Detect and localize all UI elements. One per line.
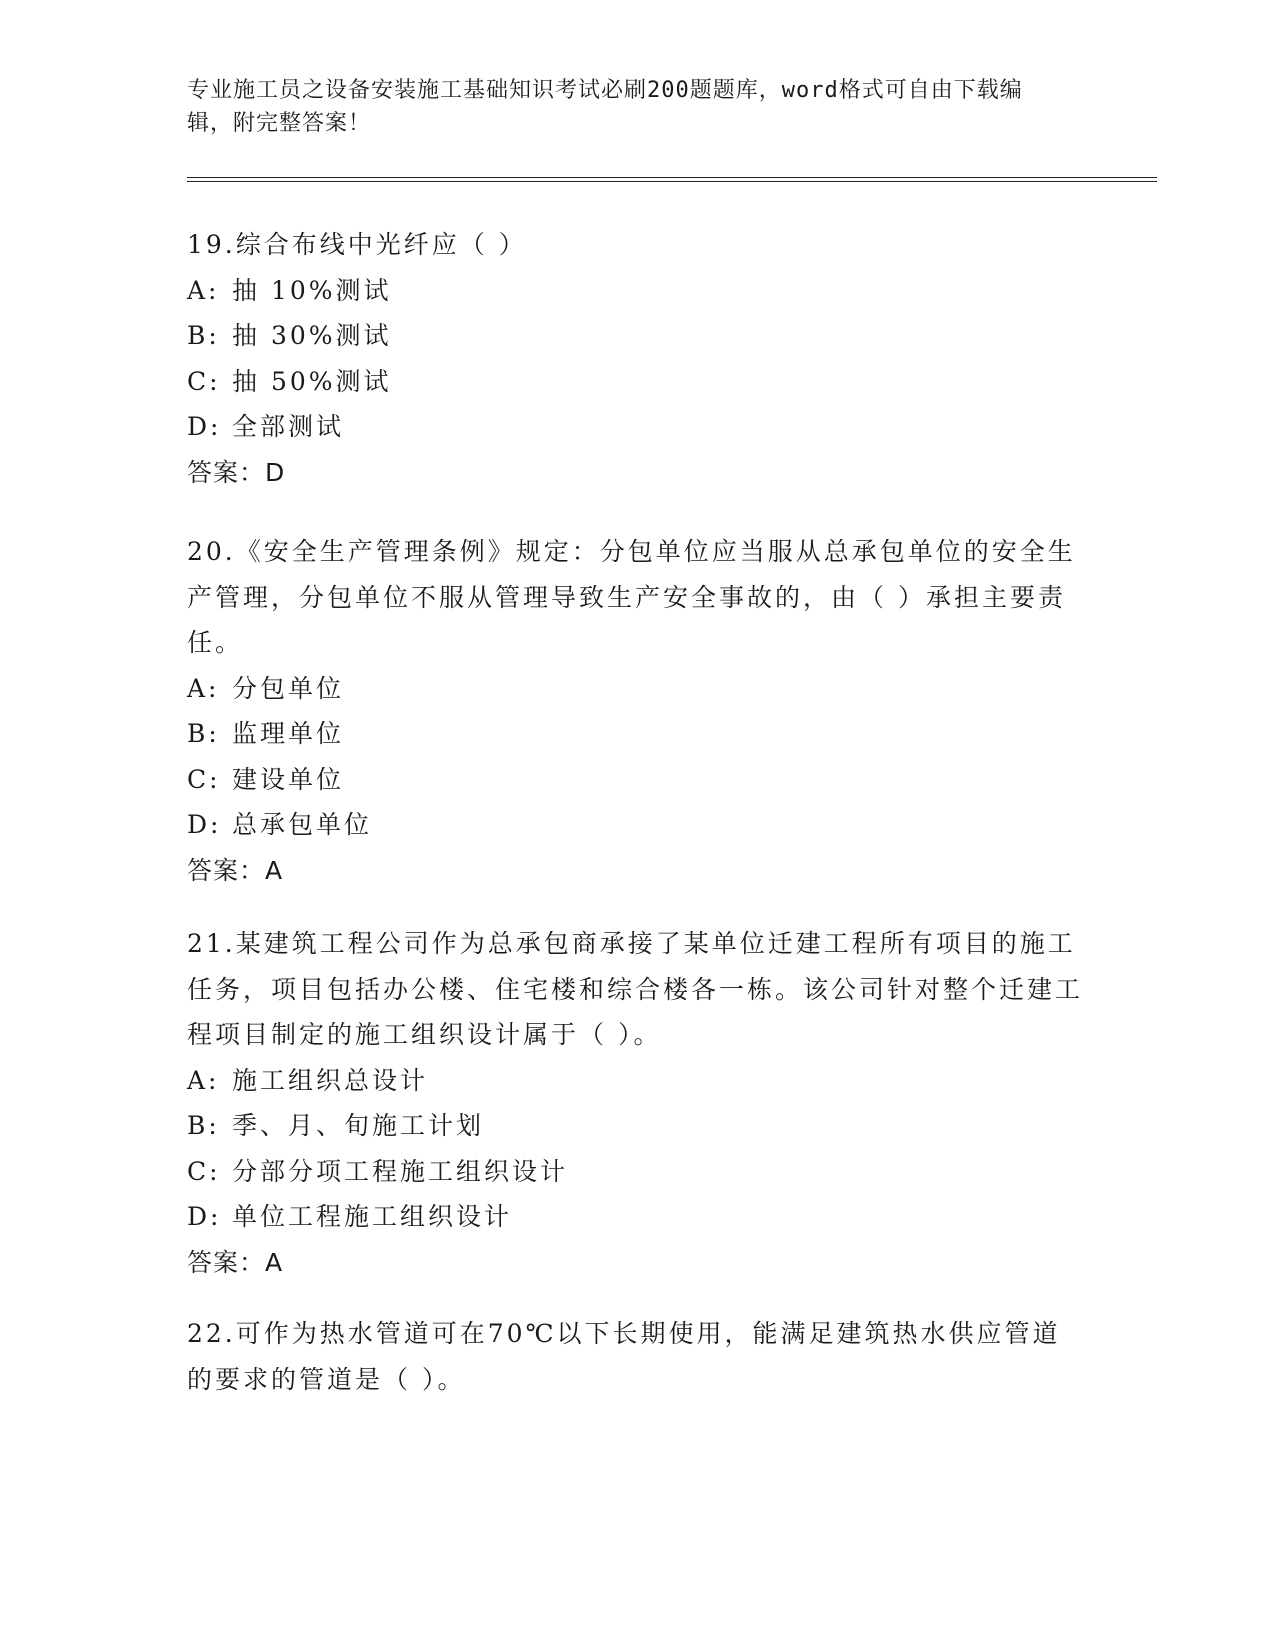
option-text: 监理单位	[232, 719, 345, 748]
option-letter: B:	[187, 321, 220, 350]
option-letter: C:	[187, 1156, 221, 1186]
question-stem: 21.某建筑工程公司作为总承包商承接了某单位迁建工程所有项目的施工任务，项目包括办公楼、住宅楼和综合楼各一栋。该公司针对整个迁建工程项目制定的施工组织设计属于（ ）。	[187, 929, 1084, 1049]
option-letter: A:	[187, 275, 220, 305]
option-letter: B:	[187, 1111, 220, 1140]
question-stem: 19.综合布线中光纤应（ ）	[187, 230, 527, 259]
option-d	[187, 802, 1087, 848]
option-c	[187, 1149, 1087, 1195]
option-text: 抽 30%测试	[232, 321, 392, 350]
question-19	[187, 222, 1087, 495]
option-text: 分部分项工程施工组织设计	[232, 1156, 569, 1186]
option-text: 季、月、旬施工计划	[232, 1111, 485, 1140]
question-stem: 20.《安全生产管理条例》规定：分包单位应当服从总承包单位的安全生产管理，分包单位不服从管理导致生产安全事故的，由（ ）承担主要责任。	[187, 537, 1076, 657]
answer-line: 答案：A	[187, 855, 284, 885]
option-text: 分包单位	[232, 673, 345, 703]
option-letter: D:	[187, 1202, 222, 1231]
option-letter: D:	[187, 412, 222, 441]
option-b	[187, 313, 1087, 359]
question-22	[187, 1311, 1087, 1402]
option-letter: C:	[187, 366, 221, 396]
option-text: 施工组织总设计	[232, 1065, 429, 1095]
option-a	[187, 268, 1087, 314]
option-text: 建设单位	[232, 764, 345, 794]
option-a	[187, 666, 1087, 712]
option-c	[187, 359, 1087, 405]
option-letter: B:	[187, 719, 220, 748]
document-header: 专业施工员之设备安装施工基础知识考试必刷200题题库，word格式可自由下载编辑，附完整答案！	[187, 78, 1023, 136]
question-20	[187, 529, 1087, 893]
option-a	[187, 1058, 1087, 1104]
option-letter: D:	[187, 810, 222, 839]
option-text: 抽 50%测试	[232, 366, 392, 396]
option-c	[187, 757, 1087, 803]
option-letter: A:	[187, 673, 220, 703]
option-letter: A:	[187, 1065, 220, 1095]
option-text: 单位工程施工组织设计	[232, 1202, 513, 1231]
option-d	[187, 1194, 1087, 1240]
option-text: 总承包单位	[232, 810, 373, 839]
option-text: 全部测试	[232, 412, 345, 441]
option-b	[187, 1103, 1087, 1149]
answer-line: 答案：D	[187, 457, 286, 487]
option-d	[187, 404, 1087, 450]
option-text: 抽 10%测试	[232, 275, 392, 305]
answer-line: 答案：A	[187, 1247, 284, 1277]
option-b	[187, 711, 1087, 757]
question-21	[187, 921, 1087, 1285]
option-letter: C:	[187, 764, 221, 794]
header-divider	[187, 177, 1157, 182]
question-stem: 22.可作为热水管道可在70℃以下长期使用，能满足建筑热水供应管道的要求的管道是（ ）。	[187, 1319, 1061, 1394]
